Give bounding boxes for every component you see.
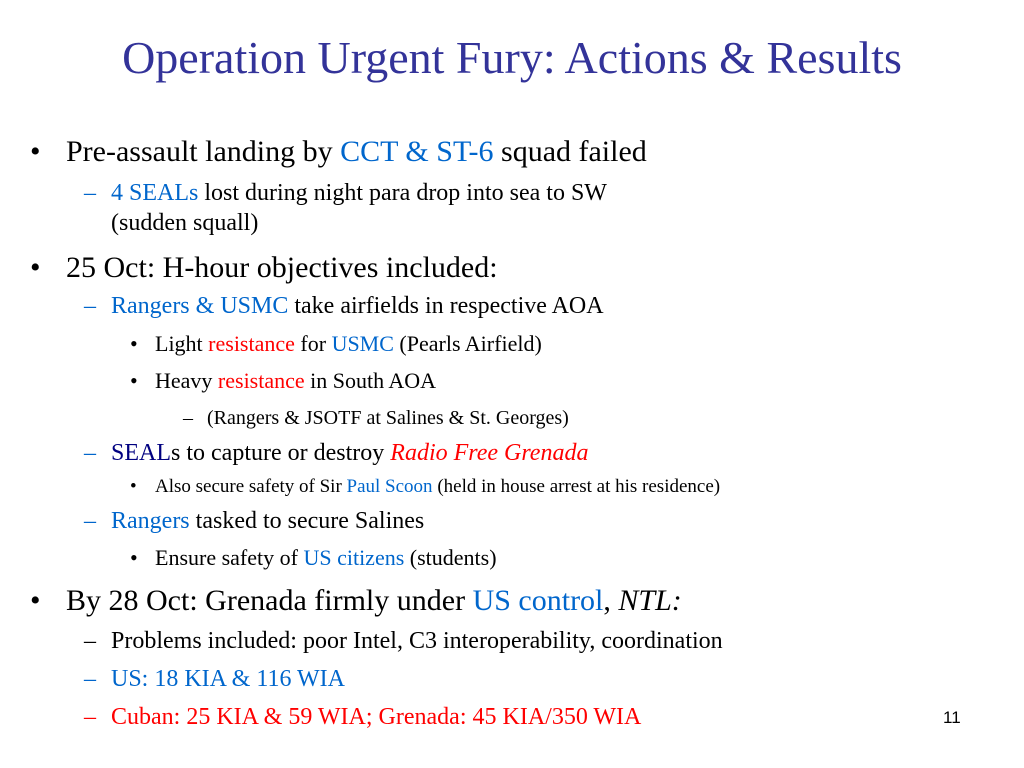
bullet-marker: •: [130, 368, 138, 393]
item-us-citizens: [155, 544, 497, 572]
dash-marker: –: [84, 628, 96, 654]
highlight-cct-st6: CCT & ST-6: [340, 135, 494, 168]
item-text: (students): [404, 545, 497, 570]
italic-ntl: NTL:: [610, 584, 682, 617]
dash-marker: –: [84, 704, 96, 730]
sub-bullet-rangers-usmc: [111, 291, 604, 321]
bullet-marker: •: [30, 135, 41, 168]
item-heavy-resistance: [155, 367, 436, 395]
dash-marker: –: [84, 508, 96, 534]
bullet-marker: •: [130, 331, 138, 356]
sub-bullet-us-casualties: US: 18 KIA & 116 WIA: [111, 666, 345, 692]
slide-title: Operation Urgent Fury: Actions & Results: [122, 32, 902, 83]
dash-marker: –: [84, 293, 96, 319]
bullet-text: ,: [603, 584, 611, 617]
sub-bullet-text: tasked to secure Salines: [189, 508, 425, 534]
sub-bullet-text: lost during night para drop into sea to SW: [198, 180, 607, 206]
item-text: in South AOA: [304, 368, 437, 393]
sub-bullet-text: s to capture or destroy: [171, 440, 391, 466]
highlight-usmc: USMC: [331, 331, 394, 356]
bullet-pre-assault: [66, 134, 647, 170]
sub-bullet-rangers-salines: [111, 506, 424, 536]
highlight-us-citizens: US citizens: [303, 545, 405, 570]
bullet-marker: •: [130, 476, 137, 497]
bullet-marker: •: [30, 584, 41, 617]
bullet-text: squad failed: [493, 135, 647, 168]
bullet-text: By 28 Oct: Grenada firmly under: [66, 584, 473, 617]
sub-bullet-cuban-grenada-casualties: Cuban: 25 KIA & 59 WIA; Grenada: 45 KIA/350 WIA: [111, 704, 642, 730]
item-text: (Pearls Airfield): [393, 331, 542, 356]
item-text: Ensure safety of: [155, 545, 304, 570]
sub-bullet-problems: Problems included: poor Intel, C3 interoperability, coordination: [111, 628, 723, 654]
sub-bullet-text: take airfields in respective AOA: [288, 293, 604, 319]
bullet-25-oct: 25 Oct: H-hour objectives included:: [66, 251, 498, 284]
highlight-resistance: resistance: [217, 368, 305, 393]
sub-bullet-seals-radio: [111, 438, 588, 468]
highlight-rangers: Rangers: [111, 508, 190, 534]
bullet-28-oct: [66, 583, 682, 619]
dash-marker: –: [183, 407, 193, 429]
item-text: (held in house arrest at his residence): [432, 476, 721, 497]
highlight-us-control: US control: [472, 584, 604, 617]
sub-bullet-4-seals: [111, 178, 607, 208]
highlight-radio-free-grenada: Radio Free Grenada: [390, 440, 589, 466]
highlight-4-seals: 4 SEALs: [111, 180, 199, 206]
item-light-resistance: [155, 330, 542, 358]
dash-marker: –: [84, 666, 96, 692]
item-text: for: [294, 331, 332, 356]
bullet-text: Pre-assault landing by: [66, 135, 341, 168]
highlight-paul-scoon: Paul Scoon: [346, 476, 433, 497]
item-rangers-jsotf: (Rangers & JSOTF at Salines & St. Georges): [207, 407, 569, 429]
bullet-marker: •: [130, 545, 138, 570]
item-text: Also secure safety of Sir: [155, 476, 347, 497]
item-text: Heavy: [155, 368, 218, 393]
bullet-marker: •: [30, 251, 41, 284]
highlight-seal: SEAL: [111, 440, 171, 466]
dash-marker: –: [84, 180, 96, 206]
item-paul-scoon: [155, 475, 720, 499]
sub-bullet-4-seals-line2: (sudden squall): [111, 210, 259, 236]
dash-marker: –: [84, 440, 96, 466]
page-number: 11: [943, 708, 961, 727]
item-text: Light: [155, 331, 209, 356]
highlight-rangers-usmc: Rangers & USMC: [111, 293, 289, 319]
highlight-resistance: resistance: [208, 331, 295, 356]
